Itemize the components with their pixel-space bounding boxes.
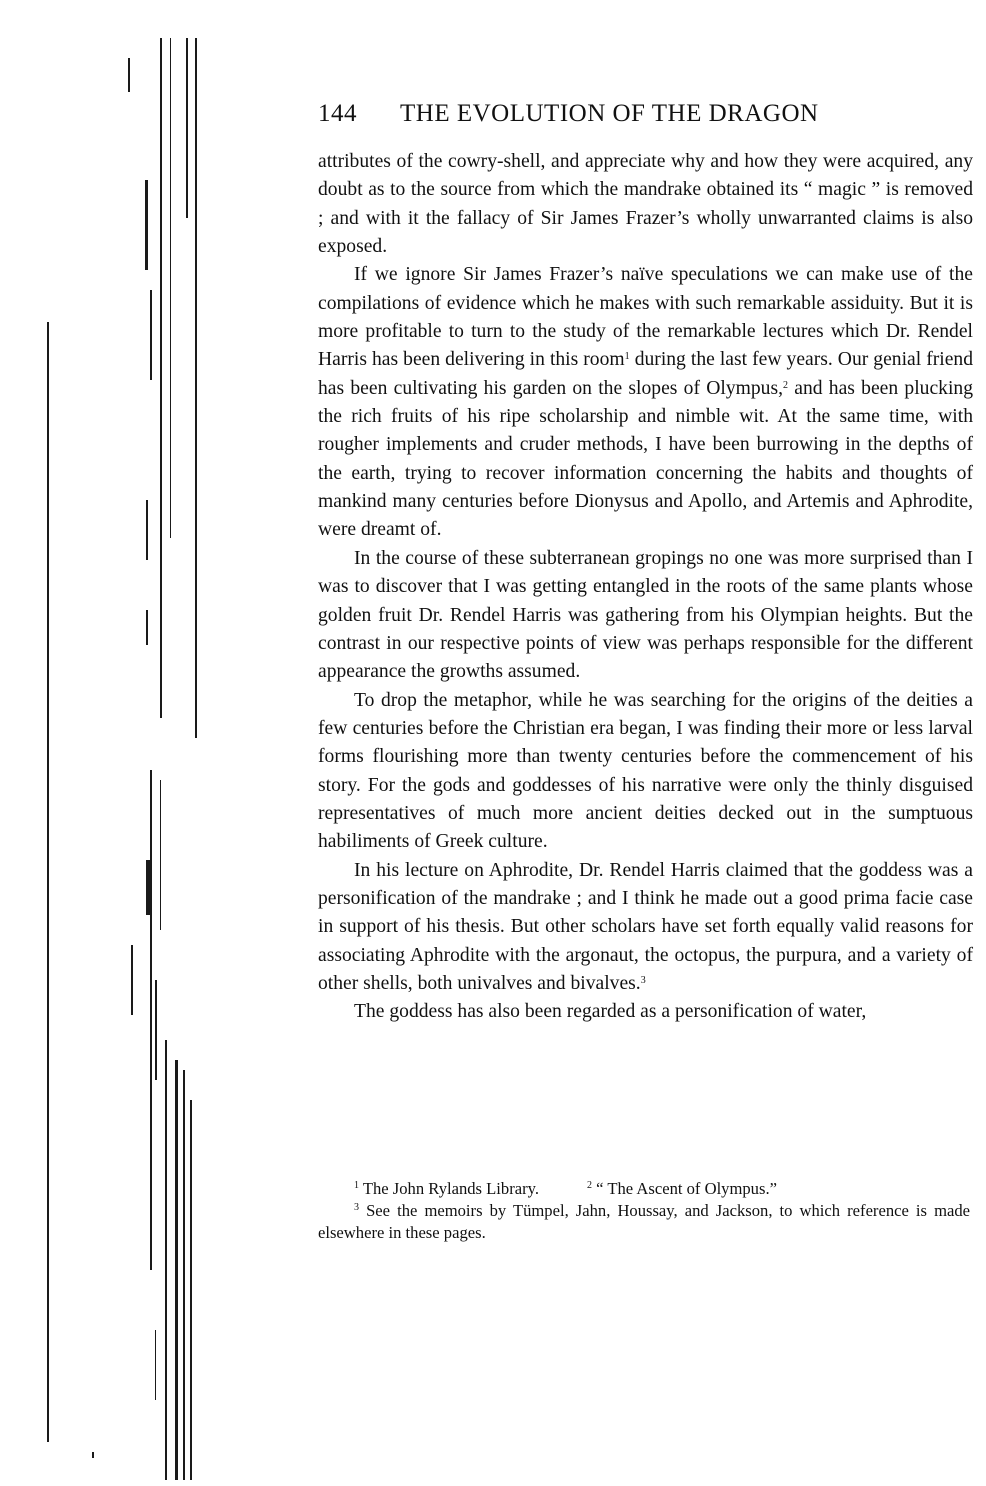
paragraph-5-text: In his lecture on Aphrodite, Dr. Rendel Harris claimed that the goddess was a personification of the mandrake ; and I think he made out a good prima facie case in support of his thesis. But other scholars have set forth equally valid reasons for associating Aphrodite with the argonaut, the octopus, the purpura, and a variety of other shells, both univalves and bivalves. bbox=[318, 859, 973, 994]
page-number: 144 bbox=[318, 100, 357, 127]
footnote-ref-1: 1 bbox=[624, 351, 630, 363]
footnote-3-text: See the memoirs by Tümpel, Jahn, Houssay, and Jackson, to which reference is made elsewhere in these pages. bbox=[318, 1201, 970, 1242]
running-header bbox=[318, 98, 978, 130]
footnote-ref-3: 3 bbox=[640, 974, 646, 986]
paragraph-2-part-b: during the last few years. Our genial friend has been cultivating his garden on the slopes of Olympus, bbox=[318, 349, 974, 399]
paragraph-2-part-a: If we ignore Sir James Frazer’s naïve speculations we can make use of the compilations of evidence which he makes with such remarkable assiduity. But it is more profitable to turn to the study of the remarkable lectures which Dr. Rendel Harris has been delivering in this room bbox=[318, 264, 973, 371]
footnote-3-mark: 3 bbox=[354, 1202, 359, 1213]
footnote-2 bbox=[587, 1179, 777, 1198]
footnote-ref-2: 2 bbox=[783, 379, 788, 391]
running-title: THE EVOLUTION OF THE DRAGON bbox=[400, 100, 819, 127]
footnote-3 bbox=[318, 1200, 970, 1244]
footnote-1-text: The John Rylands Library. bbox=[359, 1179, 539, 1198]
paragraph-3: In the course of these subterranean gropings no one was more surprised than I was to discover that I was getting entangled in the roots of the same plants whose golden fruit Dr. Rendel Harris was gathering from his Olympian heights. But the contrast in our respective points of view was perhaps responsible for the different appearance the growths assumed. bbox=[318, 547, 973, 683]
scan-gutter-artifacts bbox=[0, 0, 230, 1486]
footnotes-line-1 bbox=[318, 1178, 970, 1200]
body-text bbox=[318, 148, 973, 1027]
paragraph-2 bbox=[318, 261, 973, 544]
footnote-2-text: “ The Ascent of Olympus.” bbox=[592, 1179, 777, 1198]
footnote-2-mark: 2 bbox=[587, 1180, 592, 1191]
paragraph-5 bbox=[318, 857, 973, 999]
paragraph-1: attributes of the cowry-shell, and appreciate why and how they were acquired, any doubt as to the source from which the mandrake obtained its “ magic ” is removed ; and with it the fallacy of Sir James Frazer’s wholly unwarranted claims is also exposed. bbox=[318, 151, 973, 258]
paragraph-4: To drop the metaphor, while he was searching for the origins of the deities a few centuries before the Christian era began, I was finding their more or less larval forms flourishing more than twenty centuries before the commencement of his story. For the gods and goddesses of his narrative were only the thinly disguised representatives of much more ancient deities decked out in the sumptuous habiliments of Greek culture. bbox=[318, 689, 973, 853]
paragraph-2-part-c: and has been plucking the rich fruits of his ripe scholarship and nimble wit. At the same time, with rougher implements and cruder methods, I have been burrowing in the depths of the earth, trying to recover information concerning the habits and thoughts of mankind many centuries before Dionysus and Apollo, and Artemis and Aphrodite, were dreamt of. bbox=[318, 377, 973, 541]
footnotes bbox=[318, 1178, 970, 1244]
footnote-1-mark: 1 bbox=[354, 1180, 359, 1191]
paragraph-6: The goddess has also been regarded as a personification of water, bbox=[354, 1001, 867, 1023]
